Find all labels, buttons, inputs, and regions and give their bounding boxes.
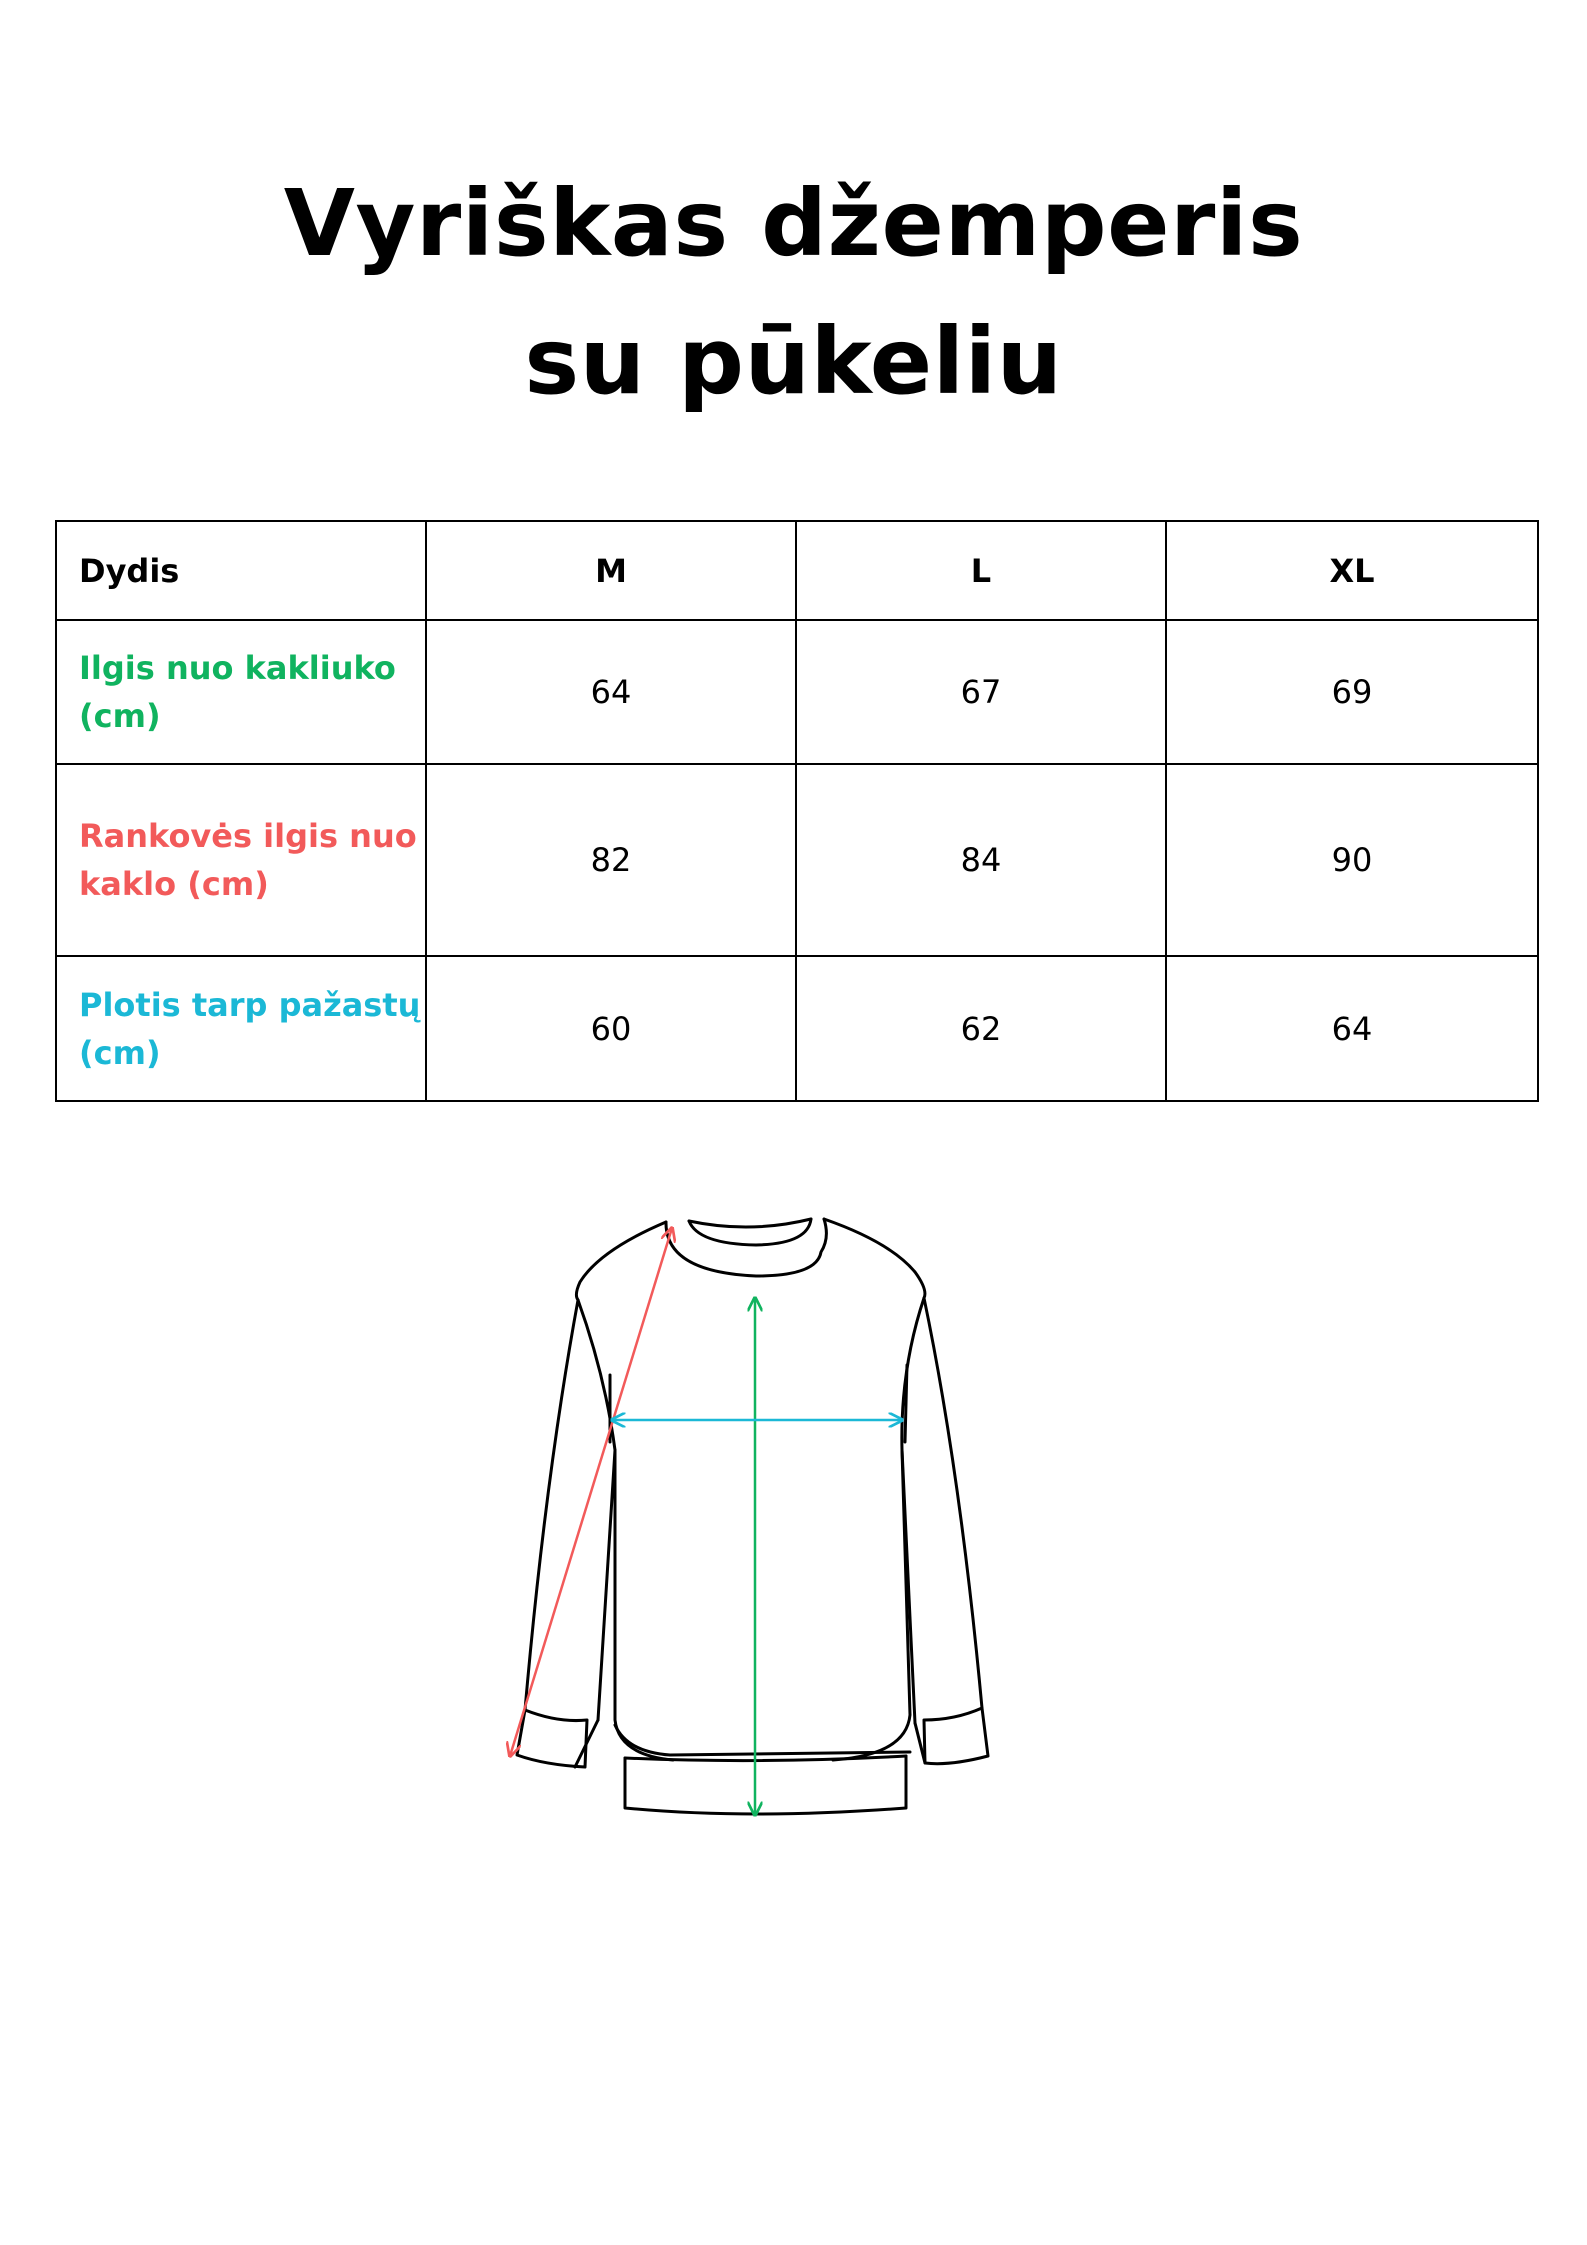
size-table [55, 520, 1539, 1102]
table-row [56, 956, 1538, 1101]
sweatshirt-illustration [470, 1200, 1050, 1840]
header-size-xl: XL [1166, 521, 1538, 620]
sweatshirt-outline-icon [470, 1200, 1050, 1840]
header-size-l: L [796, 521, 1166, 620]
header-size-label: Dydis [56, 521, 426, 620]
table-cell: 69 [1166, 620, 1538, 764]
table-row [56, 764, 1538, 956]
header-size-m: M [426, 521, 796, 620]
title-line-2: su pūkeliu [524, 308, 1063, 415]
table-cell: 64 [426, 620, 796, 764]
row-label-sleeve: Rankovės ilgis nuo kaklo (cm) [56, 764, 426, 956]
table-cell: 67 [796, 620, 1166, 764]
row-label-length: Ilgis nuo kakliuko (cm) [56, 620, 426, 764]
sleeve-length-arrow [510, 1228, 672, 1756]
table-row [56, 620, 1538, 764]
table-cell: 64 [1166, 956, 1538, 1101]
table-cell: 60 [426, 956, 796, 1101]
table-cell: 84 [796, 764, 1166, 956]
table-cell: 82 [426, 764, 796, 956]
title-line-1: Vyriškas džemperis [283, 170, 1304, 277]
row-label-width: Plotis tarp pažastų (cm) [56, 956, 426, 1101]
table-header-row [56, 521, 1538, 620]
table-cell: 90 [1166, 764, 1538, 956]
page-title [0, 155, 1587, 431]
table-cell: 62 [796, 956, 1166, 1101]
